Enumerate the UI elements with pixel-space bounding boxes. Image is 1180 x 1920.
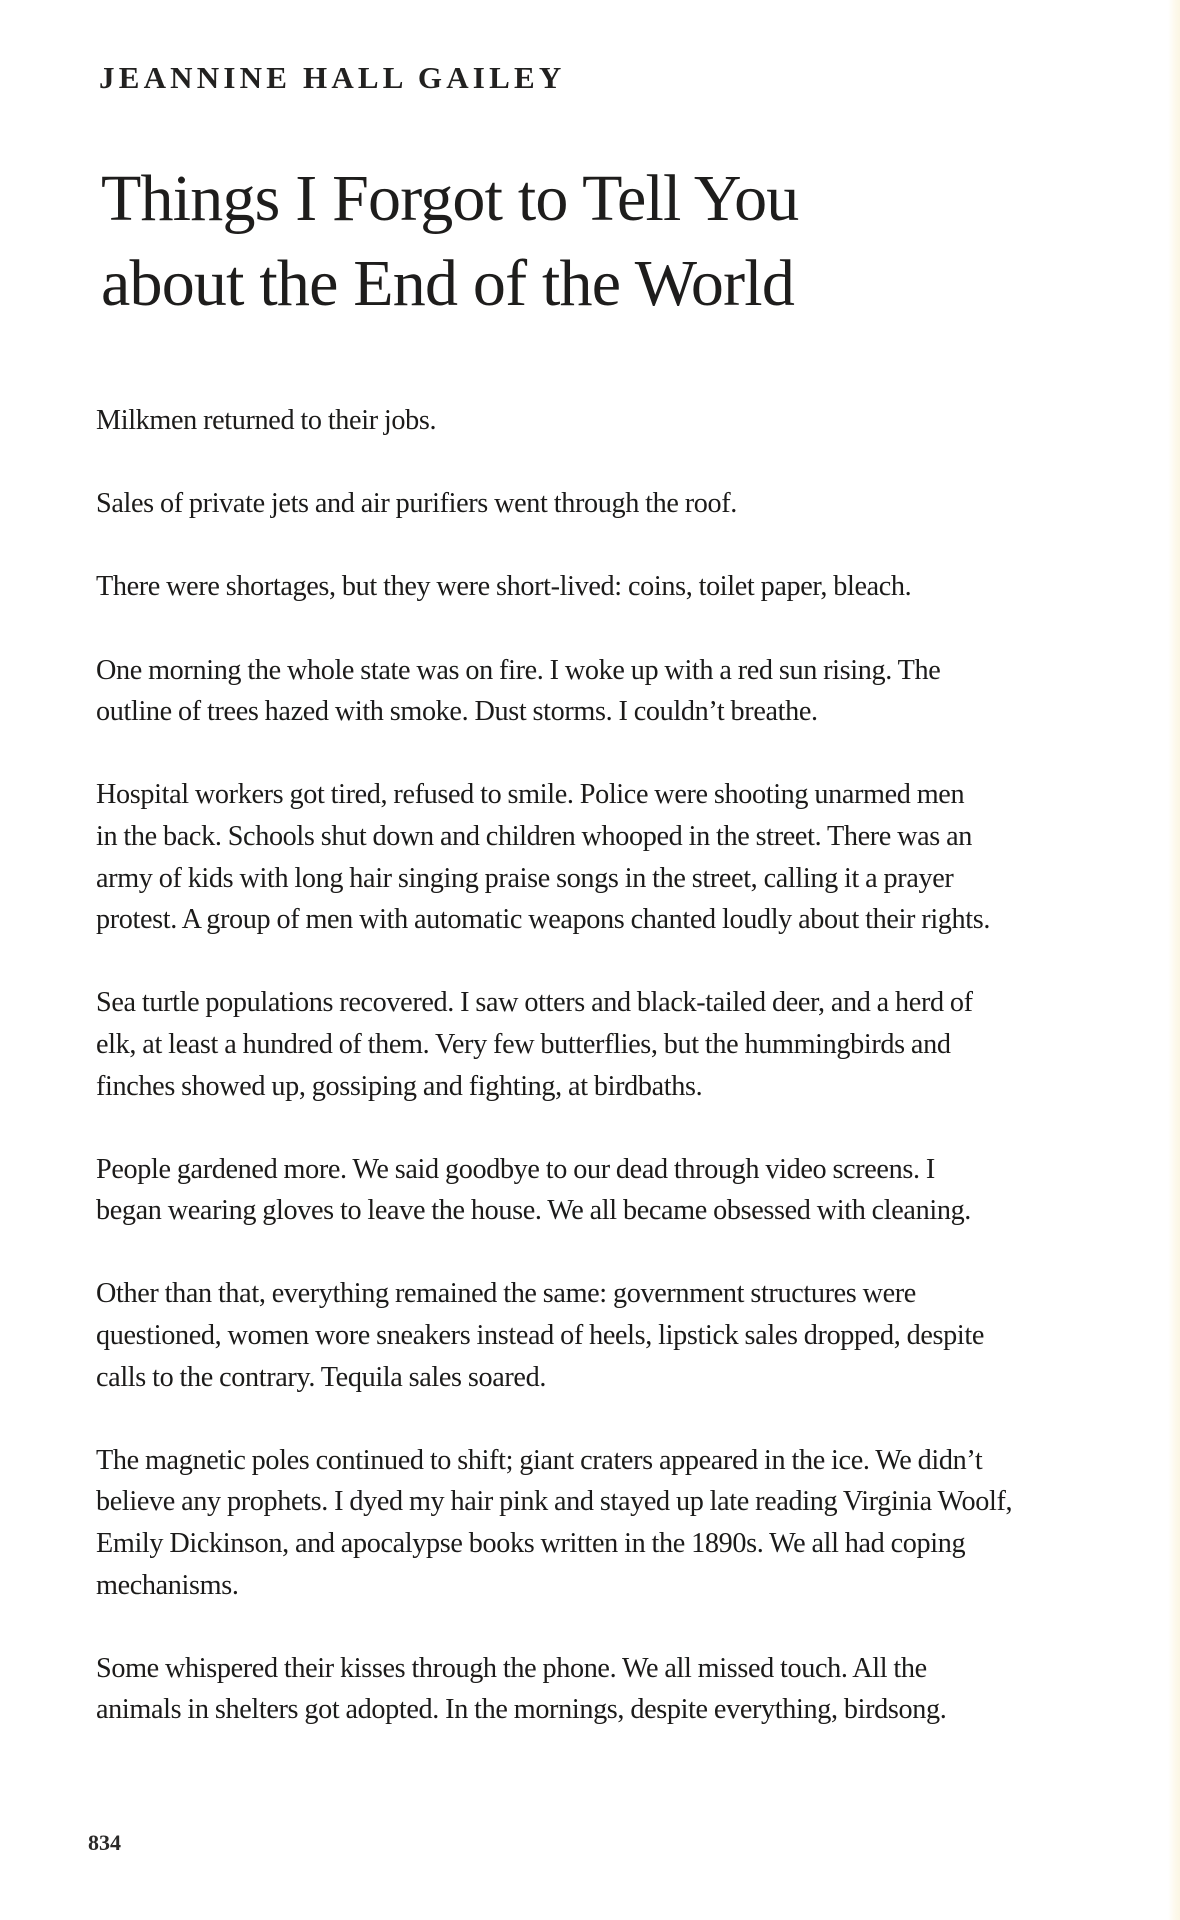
stanza xyxy=(96,774,1156,940)
stanza xyxy=(96,1149,1156,1232)
poem-line: questioned, women wore sneakers instead of heels, lipstick sales dropped, despite xyxy=(96,1320,984,1352)
poem-line: protest. A group of men with automatic weapons chanted loudly about their rights. xyxy=(96,904,991,936)
poem-line: People gardened more. We said goodbye to our dead through video screens. I xyxy=(96,1153,935,1185)
poem-line: began wearing gloves to leave the house. We all became obsessed with cleaning. xyxy=(96,1195,972,1227)
poem-line: elk, at least a hundred of them. Very few butterflies, but the hummingbirds and xyxy=(96,1028,951,1060)
poem-line: Milkmen returned to their jobs. xyxy=(96,405,437,436)
poem-title xyxy=(101,156,798,326)
poem-line: The magnetic poles continued to shift; giant craters appeared in the ice. We didn’t xyxy=(96,1444,983,1476)
poem-line: outline of trees hazed with smoke. Dust storms. I couldn’t breathe. xyxy=(96,696,818,728)
stanza xyxy=(96,400,1156,442)
poem-line: finches showed up, gossiping and fighting, at birdbaths. xyxy=(96,1070,703,1102)
stanza xyxy=(96,1440,1156,1606)
poem-title-line: Things I Forgot to Tell You xyxy=(101,162,799,235)
poem-line: Sales of private jets and air purifiers went through the roof. xyxy=(96,488,737,520)
stanza xyxy=(96,1648,1156,1731)
stanza xyxy=(96,650,1156,733)
poem-line: in the back. Schools shut down and children whooped in the street. There was an xyxy=(96,820,973,852)
stanza xyxy=(96,1273,1156,1398)
poem-line: Sea turtle populations recovered. I saw otters and black-tailed deer, and a herd of xyxy=(96,987,973,1019)
poem-line: army of kids with long hair singing praise songs in the street, calling it a prayer xyxy=(96,862,954,894)
poem-line: Hospital workers got tired, refused to smile. Police were shooting unarmed men xyxy=(96,779,965,811)
poem-line: mechanisms. xyxy=(96,1569,239,1601)
poem-title-line: about the End of the World xyxy=(101,247,795,320)
stanza xyxy=(96,566,1156,608)
poem-line: calls to the contrary. Tequila sales soared. xyxy=(96,1361,547,1393)
stanza xyxy=(96,483,1156,525)
poem-line: One morning the whole state was on fire. I woke up with a red sun rising. The xyxy=(96,654,941,686)
poem-line: Some whispered their kisses through the phone. We all missed touch. All the xyxy=(96,1652,927,1684)
poem-line: There were shortages, but they were short-lived: coins, toilet paper, bleach. xyxy=(96,571,912,603)
poem-line: believe any prophets. I dyed my hair pink and stayed up late reading Virginia Woolf, xyxy=(96,1486,1013,1518)
poem-line: Other than that, everything remained the same: government structures were xyxy=(96,1278,916,1310)
poem-line: animals in shelters got adopted. In the mornings, despite everything, birdsong. xyxy=(96,1694,947,1726)
page-edge xyxy=(1168,0,1180,1920)
poem-body xyxy=(96,400,1156,1773)
page-number: 834 xyxy=(88,1830,121,1855)
poem-line: Emily Dickinson, and apocalypse books written in the 1890s. We all had coping xyxy=(96,1528,966,1560)
author-name: JEANNINE HALL GAILEY xyxy=(99,60,566,95)
stanza xyxy=(96,982,1156,1107)
